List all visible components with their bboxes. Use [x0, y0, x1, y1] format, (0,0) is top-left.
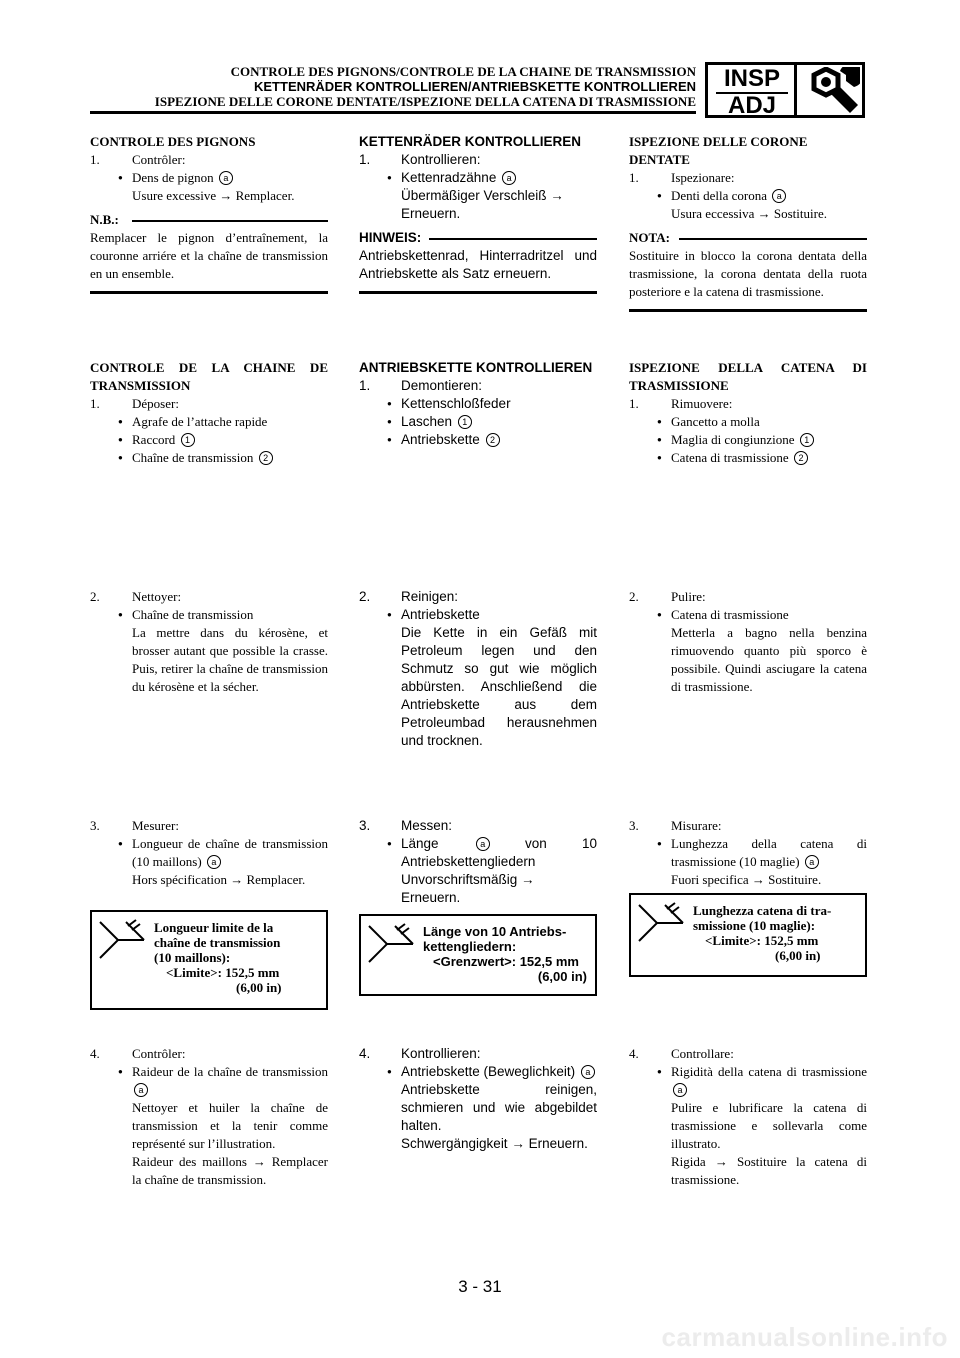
fr-step-2: 2. Nettoyer: ● Chaîne de transmission La mettre dans du kérosène, et brosser autant que possible la crasse. Puis, retirer la chaîne de transmission du kérosène et la sécher.: [90, 588, 328, 696]
spec-line: smissione (10 maglie):: [693, 918, 816, 933]
note-heading: HINWEIS:: [359, 229, 597, 247]
bullet-item: ● Raccord 1: [90, 431, 328, 449]
spec-line: kettengliedern:: [423, 939, 517, 954]
note-text: Sostituire in blocco la corona dentata della trasmissione, la corona dentata della ruota posteriore e la catena di trasmissione.: [629, 248, 867, 299]
bullet-item: ● Chaîne de transmission: [90, 606, 328, 624]
de-pignons-title: KETTENRÄDER KONTROLLIEREN: [359, 134, 581, 149]
bullet-item: ● Longueur de chaîne de transmission (10 maillons) a: [90, 835, 328, 871]
it-step-4: 4. Controllare: ● Rigidità della catena di trasmissione a Pulire e lubrificare la catena di trasmissione e sollevarla come illustrato. Rigida → Sostituire la catena di trasmissione.: [629, 1045, 867, 1189]
watermark: carmanualsonline.info: [661, 1322, 948, 1352]
bullet-item: ● Agrafe de l’attache rapide: [90, 413, 328, 431]
action-text: Usure excessive → Remplacer.: [132, 188, 295, 203]
spec-line: chaîne de transmission: [154, 935, 281, 950]
it-step-2: 2. Pulire: ● Catena di trasmissione Metterla a bagno nella benzina rimuovendo quanto più sporco è possibile. Quindi asciugare la catena di trasmissione.: [629, 588, 867, 696]
bullet-item: ● Kettenradzähne a: [359, 169, 597, 187]
de-pignons-section: KETTENRÄDER KONTROLLIEREN 1. Kontrollieren: ● Kettenradzähne a Übermäßiger Verschleiß → Erneuern. HINWEIS: Antriebskettenrad, Hinterradritzel und Antriebskette als Satz erneuern.: [359, 133, 597, 294]
spec-value-imperial: (6,00 in): [775, 948, 821, 963]
fr-step-3: 3. Mesurer: ● Longueur de chaîne de transmission (10 maillons) a Hors spécification → Remplacer.: [90, 817, 328, 889]
wrench-spec-icon: [635, 901, 687, 943]
note-text: Antriebskettenrad, Hinterradritzel und Antriebskette als Satz erneuern.: [359, 248, 597, 281]
body-text: Pulire e lubrificare la catena di trasmissione e sollevarla come illustrato.: [671, 1100, 867, 1151]
spec-line: (10 maillons):: [154, 950, 231, 965]
de-step-4: 4. Kontrollieren: ● Antriebskette (Beweglichkeit) a Antriebskette reinigen, schmieren und wie abgebildet halten. Schwergängigkeit → Erneuern.: [359, 1045, 597, 1153]
spec-value: <Grenzwert>: 152,5 mm: [433, 954, 579, 969]
it-chain-section: ISPEZIONE DELLA CATENA DI TRASMISSIONE 1. Rimuovere: ● Gancetto a molla ● Maglia di congiunzione 1 ● Catena di trasmissione 2: [629, 359, 867, 467]
bullet-item: ● Maglia di congiunzione 1: [629, 431, 867, 449]
fr-pignons-section: [90, 133, 328, 294]
body-text: La mettre dans du kérosène, et brosser autant que possible la crasse. Puis, retirer la chaîne de transmission du kérosène et la sécher.: [132, 625, 328, 694]
note-end-rule: [629, 309, 867, 312]
action-text: Unvorschriftsmäßig → Erneuern.: [401, 872, 535, 905]
step-number: 1.: [90, 152, 100, 167]
wrench-spec-icon: [96, 918, 148, 960]
spec-line: Longueur limite de la: [154, 920, 274, 935]
header-line-2: KETTENRÄDER KONTROLLIEREN/ANTRIEBSKETTE KONTROLLIEREN: [254, 79, 696, 94]
spec-line: Lunghezza catena di tra-: [693, 903, 832, 918]
bullet-item: ● Dens de pignon a: [90, 169, 328, 187]
header-rule: [90, 111, 696, 114]
bullet-item: ● Kettenschloßfeder: [359, 395, 597, 413]
action-text: Übermäßiger Verschleiß → Erneuern.: [401, 188, 564, 221]
wrench-spec-icon: [365, 922, 417, 964]
bullet-item: ● Denti della corona a: [629, 187, 867, 205]
it-pignons-title: ISPEZIONE DELLE CORONE DENTATE: [629, 134, 808, 167]
body-text: Antriebskette reinigen, schmieren und wie abgebildet halten.: [401, 1082, 597, 1133]
it-chain-title: ISPEZIONE DELLA CATENA DI TRASMISSIONE: [629, 360, 867, 393]
fr-pignons-title: CONTROLE DES PIGNONS: [90, 134, 256, 149]
de-chain-title: ANTRIEBSKETTE KONTROLLIEREN: [359, 360, 593, 375]
spec-value-imperial: (6,00 in): [236, 980, 282, 995]
fr-step-4: 4. Contrôler: ● Raideur de la chaîne de transmission a Nettoyer et huiler la chaîne de transmission et la tenir comme représenté sur l’illustration. Raideur des maillons → Remplacer la chaîne de transmission.: [90, 1045, 328, 1189]
de-spec-box: [359, 914, 597, 996]
note-heading: NOTA:: [629, 229, 867, 247]
bullet-item: ● Catena di trasmissione 2: [629, 449, 867, 467]
fr-chain-section: CONTROLE DE LA CHAINE DE TRANSMISSION 1. Déposer: ● Agrafe de l’attache rapide ● Raccord 1 ● Chaîne de transmission 2: [90, 359, 328, 467]
it-step-3: 3. Misurare: ● Lunghezza della catena di trasmissione (10 maglie) a Fuori specifica → Sostituire.: [629, 817, 867, 889]
bullet-item: ● Laschen 1: [359, 413, 597, 431]
spec-value: <Limite>: 152,5 mm: [166, 965, 280, 980]
it-pignons-section: ISPEZIONE DELLE CORONE DENTATE 1. Ispezionare: ● Denti della corona a Usura eccessiva → Sostituire. NOTA: Sostituire in blocco la corona dentata della trasmissione, la corona dentata della ruota posteriore e la catena di trasmissione.: [629, 133, 867, 312]
step-label: Contrôler:: [132, 152, 186, 167]
bullet-item: ● Antriebskette 2: [359, 431, 597, 449]
bullet-item: ● Antriebskette: [359, 606, 597, 624]
bullet-item: ● Raideur de la chaîne de transmission a: [90, 1063, 328, 1099]
badge-adj: ADJ: [716, 92, 788, 118]
fr-spec-box: [90, 910, 328, 1010]
header-line-1: CONTROLE DES PIGNONS/CONTROLE DE LA CHAINE DE TRANSMISSION: [230, 64, 696, 79]
note-end-rule: [90, 291, 328, 294]
badge-divider: [794, 65, 797, 115]
fr-chain-title: CONTROLE DE LA CHAINE DE TRANSMISSION: [90, 360, 328, 393]
bullet-item: ● Catena di trasmissione: [629, 606, 867, 624]
ref-marker: a: [219, 171, 233, 185]
bullet-item: ● Gancetto a molla: [629, 413, 867, 431]
body-text: Schwergängigkeit → Erneuern.: [401, 1136, 588, 1151]
wrench-nut-icon: [800, 67, 860, 115]
note-heading: N.B.:: [90, 211, 328, 229]
body-text: Nettoyer et huiler la chaîne de transmission et la tenir comme représenté sur l’illustration.: [132, 1100, 328, 1151]
bullet-item: ● Lunghezza della catena di trasmissione (10 maglie) a: [629, 835, 867, 871]
body-text: Metterla a bagno nella benzina rimuovendo quanto più sporco è possibile. Quindi asciugare la catena di trasmissione.: [671, 625, 867, 694]
bullet-item: ● Länge a von 10 Antriebskettengliedern: [359, 835, 597, 871]
note-end-rule: [359, 291, 597, 294]
page-header: [90, 64, 696, 109]
spec-value-imperial: (6,00 in): [537, 969, 587, 984]
bullet-item: ● Rigidità della catena di trasmissione a: [629, 1063, 867, 1099]
badge-insp: INSP: [723, 65, 780, 92]
header-line-3: ISPEZIONE DELLE CORONE DENTATE/ISPEZIONE DELLA CATENA DI TRASMISSIONE: [154, 94, 696, 109]
body-text: Raideur des maillons → Remplacer la chaîne de transmission.: [132, 1154, 328, 1187]
spec-line: Länge von 10 Antriebs-: [423, 924, 567, 939]
action-text: Hors spécification → Remplacer.: [132, 872, 306, 887]
it-spec-box: [629, 893, 867, 977]
de-chain-section: ANTRIEBSKETTE KONTROLLIEREN 1. Demontieren: ● Kettenschloßfeder ● Laschen 1 ● Antriebskette 2: [359, 359, 597, 449]
action-text: Fuori specifica → Sostituire.: [671, 872, 822, 887]
insp-adj-badge: [705, 62, 865, 118]
bullet-item: ● Chaîne de transmission 2: [90, 449, 328, 467]
body-text: Rigida → Sostituire la catena di trasmissione.: [671, 1154, 867, 1187]
bullet-item: ● Antriebskette (Beweglichkeit) a: [359, 1063, 597, 1081]
de-step-2: 2. Reinigen: ● Antriebskette Die Kette in ein Gefäß mit Petroleum legen und den Schmutz so gut wie möglich abbürsten. Anschließend die Antriebskette aus dem Petroleumbad herausnehmen und trocknen.: [359, 588, 597, 750]
de-step-3: 3. Messen: ● Länge a von 10 Antriebskettengliedern Unvorschriftsmäßig → Erneuern.: [359, 817, 597, 907]
spec-value: <Limite>: 152,5 mm: [705, 933, 819, 948]
body-text: Die Kette in ein Gefäß mit Petroleum legen und den Schmutz so gut wie möglich abbürsten. Anschließend die Antriebskette aus dem Petroleumbad herausnehmen und trocknen.: [401, 625, 597, 748]
note-text: Remplacer le pignon d’entraînement, la couronne arriére et la chaîne de transmission en un ensemble.: [90, 230, 328, 281]
action-text: Usura eccessiva → Sostituire.: [671, 206, 827, 221]
page-number: 3 - 31: [458, 1277, 502, 1296]
